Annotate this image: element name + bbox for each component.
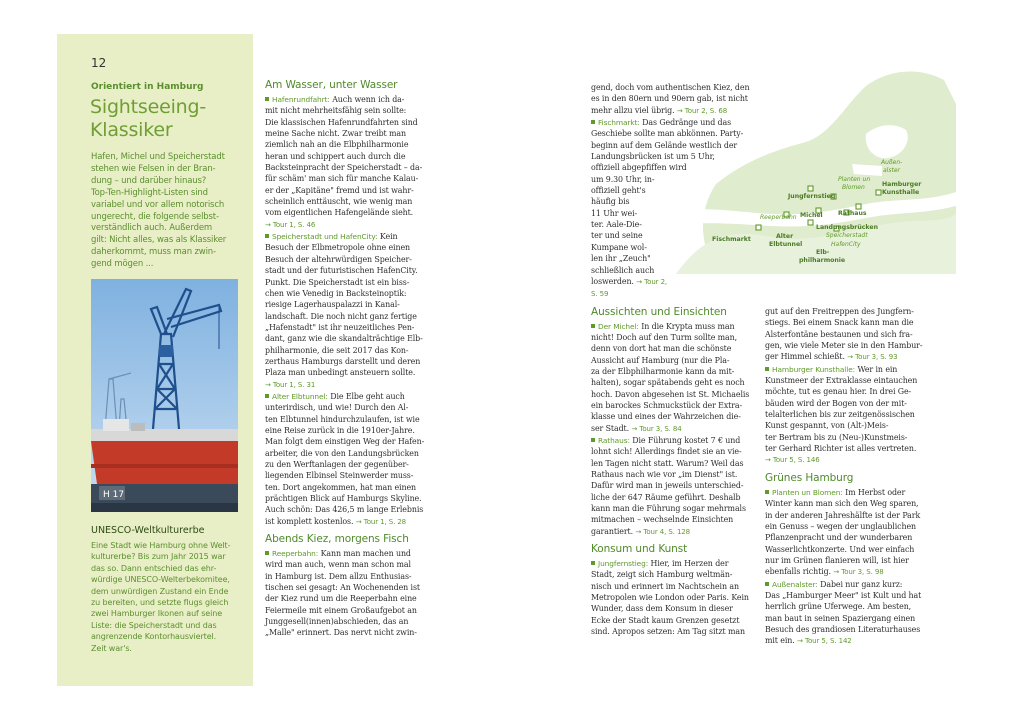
text-line: Im Herbst oder: [845, 487, 906, 497]
text-line: Kumpane wol-: [591, 242, 647, 252]
text-line: gen, wie viele Meter sie in den Hambur-: [765, 341, 923, 351]
text-line: lohnt sich! Allerdings findet sie an vie-: [591, 447, 742, 457]
text-line: Backsteinpracht der Speicherstadt – da-: [265, 163, 423, 173]
highlight-label: Jungfernstieg:: [598, 559, 649, 569]
text-line: Kein: [379, 232, 398, 242]
map-label-elbphilharmonie: philharmonie: [799, 257, 846, 264]
text-line: Junggesell(innen)abschieden, das an: [265, 617, 409, 627]
text-line: heran und schippert auch durch die: [265, 151, 406, 161]
section-heading: Aussichten und Einsichten: [591, 305, 727, 318]
tour-reference: → Tour 1, S. 46: [265, 220, 316, 229]
map-label-elbtunnel: Alter: [776, 233, 794, 240]
text-line: schließlich auch: [591, 265, 655, 275]
text-line: der Kiez rund um die Reeperbahn eine: [265, 594, 417, 604]
unesco-line: zu bereiten, und setzte flugs gleich: [91, 598, 229, 608]
harbour-crane-photo: [91, 279, 238, 512]
text-column-1: [265, 78, 428, 639]
text-line: Aussicht auf Hamburg (nur die Pla-: [591, 355, 730, 365]
text-line: Auch schön: Das 426,5 m lange Erlebnis: [265, 505, 424, 515]
text-line: denn von dort hat man die schönste: [591, 344, 732, 354]
unesco-line: angrenzende Kontorhausviertel.: [91, 632, 217, 642]
tour-reference: → Tour 4, S. 128: [635, 527, 691, 536]
section-heading: Abends Kiez, morgens Fisch: [265, 533, 409, 546]
text-line: ten Elbtunnel hindurchzulaufen, ist wie: [265, 414, 420, 424]
tour-reference: → Tour 3, S. 84: [631, 424, 682, 433]
highlight-label: Planten un Blomen:: [772, 487, 843, 497]
text-line: liegenden Elbinsel Steinwerder muss-: [265, 471, 414, 481]
intro-line: gend mögen ...: [91, 259, 154, 270]
text-column-2: [591, 82, 754, 637]
highlight-label: Speicherstadt und HafenCity:: [272, 232, 378, 242]
intro-text: [91, 152, 249, 271]
crane-ship-illustration: [91, 279, 238, 512]
chapter-kicker: Orientiert in Hamburg: [91, 82, 204, 92]
text-line: gend, doch vom authentischen Kiez, den: [591, 83, 750, 92]
bullet-square-icon: [765, 582, 769, 586]
map-label-michel: Michel: [800, 212, 823, 219]
tour-reference: S. 59: [591, 290, 609, 299]
unesco-text: [91, 540, 251, 654]
unesco-line: kulturerbe? Bis zum Jahr 2015 war: [91, 552, 226, 562]
text-line: Die klassischen Hafenrundfahrten sind: [265, 117, 418, 127]
text-line: scheinlich enttäuscht, wie wenig man: [265, 197, 413, 207]
text-line: ter Bertram bis zu (Neu-)Kunstmeis-: [765, 432, 908, 442]
text-line: philharmonie, die seit 2017 das Kon-: [265, 345, 409, 355]
highlight-label: Der Michel:: [598, 321, 639, 331]
text-line: Die Elbe geht auch: [330, 391, 405, 401]
text-line: riesige Lagerhauspalazzi in Kanal-: [265, 300, 400, 310]
text-line: Alsterfontäne bestaunen und sich fra-: [765, 329, 913, 339]
photo-ship-marking: H 17: [103, 490, 125, 500]
intro-line: variabel und vor allem notorisch: [91, 199, 225, 210]
bullet-square-icon: [591, 324, 595, 328]
intro-line: Hafen, Michel und Speicherstadt: [91, 152, 225, 162]
text-column-3: [765, 306, 929, 648]
intro-line: gilt: Nicht alles, was als Klassiker: [91, 235, 227, 246]
text-line: ein Genuss – wegen der unglaublichen: [765, 521, 916, 531]
unesco-line: zwei Hamburger Ikonen auf seine: [91, 609, 223, 619]
text-line: zerthaus Hamburgs darstellt und deren: [265, 356, 421, 366]
page-number: 12: [91, 56, 107, 70]
text-line: Die Führung kostet 7 € und: [632, 435, 741, 445]
text-line: ter. Aale-Die-: [591, 220, 642, 230]
text-line: Besuch der altehrwürdigen Speicher-: [265, 254, 412, 264]
unesco-line: das so. Dann entschied das ehr-: [91, 563, 217, 573]
bullet-square-icon: [591, 561, 595, 565]
text-line: telalterlichen bis zur zeitgenössischen: [765, 410, 915, 420]
bullet-square-icon: [591, 120, 595, 124]
text-line: stiegs. Bei einem Snack kann man die: [765, 318, 914, 328]
text-line: hoch. Davon abgesehen ist St. Michaelis: [591, 389, 750, 399]
text-line: loswerden.: [591, 276, 634, 286]
highlight-label: Hafenrundfahrt:: [272, 95, 330, 104]
text-line: um 9.30 Uhr, in-: [591, 174, 655, 184]
text-line: mit ein.: [765, 636, 795, 646]
bullet-square-icon: [591, 438, 595, 442]
unesco-line: Liste: die Speicherstadt und das: [91, 620, 217, 630]
text-line: Dabei nur ganz kurz:: [820, 579, 903, 589]
text-line: unterirdisch, und wie! Durch den Al-: [265, 403, 409, 413]
text-line: häufig bis: [591, 197, 630, 207]
map-label-aussenalster: alster: [883, 167, 900, 174]
map-label-landungsbruecken: Landungsbrücken: [816, 224, 878, 231]
text-line: bäuden wird der Bogen von der mit-: [765, 398, 907, 408]
text-line: ist komplett kostenlos.: [265, 516, 354, 526]
text-line: Besuch der Elbmetropole ohne einen: [265, 243, 411, 253]
text-line: dant, ganz wie die skandalträchtige Elb-: [265, 334, 423, 344]
highlight-label: Außenalster:: [772, 579, 818, 589]
tour-reference: → Tour 5, S. 142: [797, 637, 852, 646]
map-label-reeperbahn: Reeperbahn: [760, 214, 797, 221]
text-line: len ihr „Zeuch": [591, 254, 651, 264]
text-line: mehr allzu viel übrig.: [591, 105, 675, 115]
section-heading: Grünes Hamburg: [765, 471, 854, 484]
text-line: ser Stadt.: [591, 423, 630, 433]
map-label-jungfernstieg: Jungfernstieg: [788, 193, 836, 200]
intro-line: ungerecht, die folgende selbst-: [91, 211, 219, 222]
highlight-label: Alter Elbtunnel:: [272, 391, 328, 401]
text-line: Feiermeile mit einem Großaufgebot an: [265, 605, 417, 615]
text-line: prächtigen Blick auf Hamburgs Skyline.: [265, 494, 422, 504]
highlight-label: Reeperbahn:: [272, 549, 319, 559]
text-line: Man folgt dem einstigen Weg der Hafen-: [265, 437, 425, 447]
paragraph-hafenrundfahrt: [265, 94, 428, 105]
text-line: stadt und der futuristischen HafenCity.: [265, 266, 418, 276]
text-line: Kunstmeer der Extraklasse eintauchen: [765, 376, 918, 386]
text-line: wird man auch, wenn man schon mal: [265, 560, 411, 570]
bullet-square-icon: [265, 551, 269, 555]
map-label-planten: Blomen: [842, 184, 865, 191]
text-line: Geschiebe sollte man abkönnen. Party-: [591, 129, 744, 139]
map-label-aussenalster: Außen-: [881, 159, 903, 166]
text-line: ger Himmel schießt.: [765, 352, 845, 362]
text-line: zu den Werftanlagen der gegenüber-: [265, 460, 409, 469]
map-label-fischmarkt: Fischmarkt: [712, 236, 751, 243]
tour-reference: → Tour 3, S. 98: [833, 568, 884, 577]
map-label-rathaus: Rathaus: [838, 210, 867, 217]
text-line: Kunst gespannt, von (Alt-)Meis-: [765, 421, 889, 431]
text-line: Landungsbrücken ist um 5 Uhr,: [591, 152, 715, 162]
text-line: tischen sei gesagt: An Wochenenden ist: [265, 583, 420, 593]
text-line: halten), sogar spätabends geht es noch: [591, 378, 745, 388]
page-title: [90, 96, 250, 142]
bullet-square-icon: [265, 97, 269, 101]
map-label-speicherstadt: Speicherstadt: [826, 232, 868, 239]
tour-reference: → Tour 1, S. 28: [355, 517, 407, 526]
text-line: Wer in ein: [857, 364, 898, 374]
text-line: nicht! Doch auf den Turm sollte man,: [591, 332, 738, 342]
intro-line: daherkommt, muss man zwin-: [91, 247, 216, 258]
section-heading: Am Wasser, unter Wasser: [265, 79, 398, 91]
text-line: „Malle" erinnert. Das nervt nicht zwin-: [265, 628, 417, 638]
unesco-line: würdige UNESCO-Welterbekomitee,: [91, 575, 230, 585]
tour-reference: → Tour 2, S. 68: [676, 106, 728, 115]
text-line: nisch und erinnert im Nachtschein an: [591, 581, 739, 591]
text-line: kann man die Führung sogar mehrmals: [591, 504, 746, 514]
text-line: landschaft. Die noch nicht ganz fertige: [265, 311, 417, 321]
text-line: vom eigentlichen Hafengelände sieht.: [265, 208, 414, 218]
unesco-line: Zeit war's.: [91, 643, 132, 653]
text-line: chen wie Venedig in Backsteinoptik:: [265, 288, 407, 298]
intro-line: verständlich auch. Außerdem: [91, 223, 213, 234]
text-line: Wunder, dass dem Konsum in dieser: [591, 604, 733, 614]
text-line: Stadt, zeigt sich Hamburg weltmän-: [591, 570, 733, 580]
text-line: offiziell geht's: [591, 186, 646, 196]
bullet-square-icon: [765, 490, 769, 494]
text-line: er der „Kapitäne" fremd und ist wahr-: [265, 185, 414, 195]
bullet-square-icon: [265, 394, 269, 398]
text-line: garantiert.: [591, 526, 634, 536]
map-label-hafencity: HafenCity: [831, 241, 861, 248]
text-line: in Hamburg ist. Dem allzu Enthusias-: [265, 571, 412, 581]
text-line: 11 Uhr wei-: [591, 208, 638, 218]
text-line: herrlich grüne Uferwege. Am besten,: [765, 602, 912, 612]
text-line: ziemlich nah an die Elbphilharmonie: [265, 140, 409, 150]
text-line: Pflanzenpracht und der wunderbaren: [765, 533, 913, 543]
highlight-label: Hamburger Kunsthalle:: [772, 364, 856, 374]
text-line: es in den 80ern und 90ern gab, ist nicht: [591, 94, 748, 104]
text-line: in der anderen Jahreshälfte ist der Park: [765, 510, 921, 520]
map-label-elbtunnel: Elbtunnel: [769, 241, 803, 248]
map-label-planten: Planten un: [838, 176, 871, 183]
tour-reference: → Tour 1, S. 31: [265, 380, 316, 389]
text-line: Wasserlichtkonzerte. Und wer einfach: [765, 544, 915, 554]
text-line: Punkt. Die Speicherstadt ist ein biss-: [265, 277, 410, 287]
text-line: klasse und eines der Wahrzeichen die-: [591, 412, 741, 422]
map-label-kunsthalle: Kunsthalle: [882, 189, 920, 196]
tour-reference: → Tour 5, S. 146: [765, 456, 820, 465]
text-line: arbeiter, die von den Landungsbrücken: [265, 448, 419, 458]
tour-reference: → Tour 3, S. 93: [847, 353, 898, 362]
text-line: Auch wenn ich da-: [332, 95, 405, 104]
text-line: mitmachen – wechselnde Einsichten: [591, 515, 734, 525]
text-line: Kann man machen und: [320, 549, 411, 559]
tour-reference: → Tour 2,: [636, 277, 668, 286]
text-line: za der Elbphilharmonie kann da mit-: [591, 366, 735, 376]
unesco-line: dem unwürdigen Zustand ein Ende: [91, 586, 229, 596]
text-line: ein barockes Schmuckstück der Extra-: [591, 400, 743, 410]
bullet-square-icon: [765, 367, 769, 371]
intro-line: dung – und darüber hinaus?: [91, 175, 207, 186]
text-line: offiziell abgepfiffen wird: [591, 163, 687, 173]
unesco-heading: UNESCO-Weltkulturerbe: [91, 525, 205, 536]
text-line: nur im Grünen flanieren will, ist hier: [765, 555, 909, 565]
text-line: Metropolen wie London oder Paris. Kein: [591, 593, 749, 603]
text-line: Das Gedränge und das: [642, 118, 732, 128]
bullet-square-icon: [265, 234, 269, 238]
text-line: meine Sache nicht. Zwar treibt man: [265, 129, 406, 139]
text-line: eine Reise zurück in die 1910er-Jahre.: [265, 425, 415, 435]
text-line: Besuch des grandiosen Literaturhauses: [765, 624, 921, 634]
text-line: Rathaus nach wie vor „im Dienst" ist.: [591, 470, 738, 479]
text-line: Winter kann man sich den Weg sparen,: [765, 499, 919, 509]
text-line: „Hafenstadt" ist ihr neuzeitliches Pen-: [265, 322, 415, 332]
intro-line: Top-Ten-Highlight-Listen sind: [91, 187, 208, 198]
text-line: Dafür wird man in jeweils unterschied-: [591, 481, 744, 491]
map-label-kunsthalle: Hamburger: [882, 181, 922, 188]
map-label-elbphilharmonie: Elb-: [816, 249, 830, 256]
text-line: für schäm' man sich für manche Kalau-: [265, 174, 419, 184]
highlight-label: Rathaus:: [598, 435, 630, 445]
text-line: ebenfalls richtig.: [765, 567, 831, 577]
section-heading: Konsum und Kunst: [591, 543, 688, 556]
text-line: ter Gerhard Richter ist alles vertreten.: [765, 444, 917, 454]
text-line: gut auf den Freitreppen des Jungfern-: [765, 307, 914, 316]
text-line: Das „Hamburger Meer" ist Kult und hat: [765, 590, 922, 600]
title-line: Sightseeing-: [90, 96, 207, 118]
text-line: möchte, tut es genau hier. In drei Ge-: [765, 387, 912, 397]
text-line: len Tagen nicht statt. Warum? Weil das: [591, 458, 744, 468]
text-line: In die Krypta muss man: [641, 321, 735, 331]
highlight-label: Fischmarkt:: [598, 118, 640, 128]
title-line: Klassiker: [90, 119, 173, 141]
unesco-line: Eine Stadt wie Hamburg ohne Welt-: [91, 541, 231, 550]
text-line: sind. Apropos setzen: Am Tag sitzt man: [591, 627, 745, 637]
text-line: liche der 647 Räume geführt. Deshalb: [591, 492, 741, 502]
text-line: Plaza man unbedingt ansteuern sollte.: [265, 368, 416, 378]
text-line: ter und seine: [591, 231, 643, 241]
intro-line: stehen wie Felsen in der Bran-: [91, 163, 216, 174]
text-line: man baut in seinen Spaziergang einen: [765, 613, 916, 623]
text-line: mit nicht mehrheitsfähig sein sollte:: [265, 106, 407, 116]
text-line: Ecke der Stadt kaum Grenzen gesetzt: [591, 615, 740, 625]
text-line: ten. Dort angekommen, hat man einen: [265, 482, 417, 492]
text-line: beginn auf dem Gelände westlich der: [591, 140, 738, 150]
text-line: Hier, im Herzen der: [650, 559, 729, 569]
